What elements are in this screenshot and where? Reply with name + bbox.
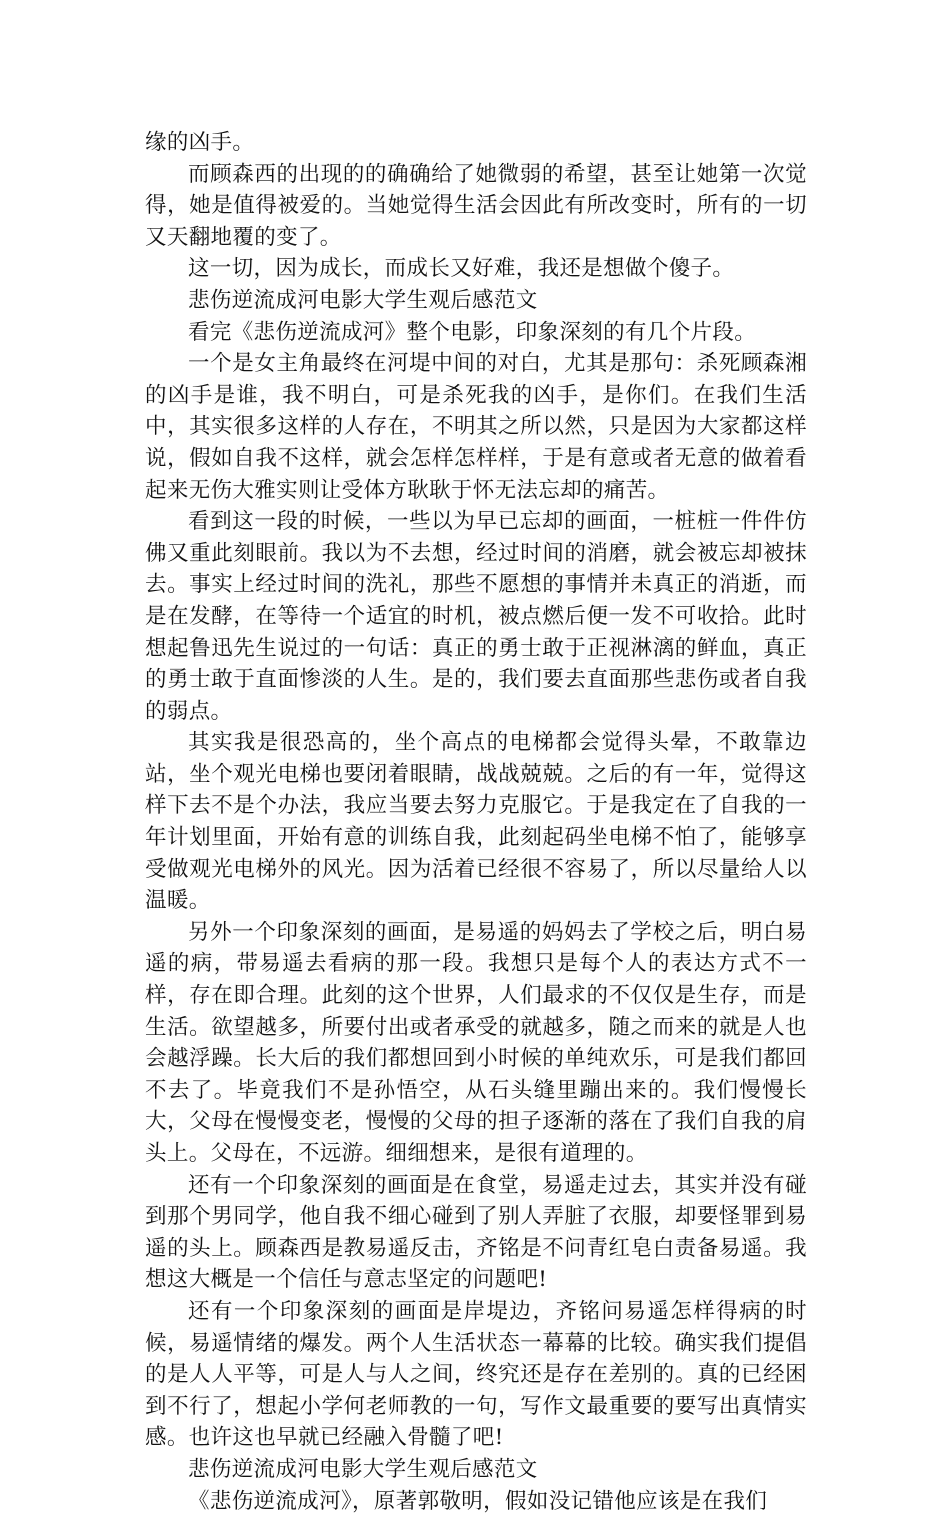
paragraph-11: 《悲伤逆流成河》，原著郭敬明，假如没记错他应该是在我们	[188, 1488, 768, 1514]
paragraph-10: 还有一个印象深刻的画面是岸堤边，齐铭问易遥怎样得病的时候，易遥情绪的爆发。两个人生活状态一幕幕的比较。确实我们提倡的是人人平等，可是人与人之间，终究还是存在差别的。真的已经困到不行了，想起小学何老师教的一句，写作文最重要的要写出真情实感。也许这也早就已经融入骨髓了吧!	[145, 1298, 807, 1451]
paragraph-5: 一个是女主角最终在河堤中间的对白，尤其是那句：杀死顾森湘的凶手是谁，我不明白，可是杀死我的凶手，是你们。在我们生活中，其实很多这样的人存在，不明其之所以然，只是因为大家都这样说，假如自我不这样，就会怎样怎样样，于是有意或者无意的做着看起来无伤大雅实则让受体方耿耿于怀无法忘却的痛苦。	[145, 351, 807, 503]
paragraph-8: 另外一个印象深刻的画面，是易遥的妈妈去了学校之后，明白易遥的病，带易遥去看病的那一段。我想只是每个人的表达方式不一样，存在即合理。此刻的这个世界，人们最求的不仅仅是生存，而是生活。欲望越多，所要付出或者承受的就越多，随之而来的就是人也会越浮躁。长大后的我们都想回到小时候的单纯欢乐，可是我们都回不去了。毕竟我们不是孙悟空，从石头缝里蹦出来的。我们慢慢长大，父母在慢慢变老，慢慢的父母的担子逐渐的落在了我们自我的肩头上。父母在，不远游。细细想来，是很有道理的。	[145, 919, 807, 1166]
document-page	[145, 127, 807, 1517]
paragraph-4: 看完《悲伤逆流成河》整个电影，印象深刻的有几个片段。	[188, 319, 757, 345]
paragraph-7: 其实我是很恐高的，坐个高点的电梯都会觉得头晕，不敢靠边站，坐个观光电梯也要闭着眼睛，战战兢兢。之后的有一年，觉得这样下去不是个办法，我应当要去努力克服它。于是我定在了自我的一年计划里面，开始有意的训练自我，此刻起码坐电梯不怕了，能够享受做观光电梯外的风光。因为活着已经很不容易了，所以尽量给人以温暖。	[145, 730, 807, 914]
paragraph-3: 这一切，因为成长，而成长又好难，我还是想做个傻子。	[188, 256, 735, 282]
paragraph-6: 看到这一段的时候，一些以为早已忘却的画面，一桩桩一件件仿佛又重此刻眼前。我以为不去想，经过时间的消磨，就会被忘却被抹去。事实上经过时间的洗礼，那些不愿想的事情并未真正的消逝，而是在发酵，在等待一个适宜的时机，被点燃后便一发不可收拾。此时想起鲁迅先生说过的一句话：真正的勇士敢于正视淋漓的鲜血，真正的勇士敢于直面惨淡的人生。是的，我们要去直面那些悲伤或者自我的弱点。	[145, 509, 807, 724]
paragraph-2: 而顾森西的出现的的确确给了她微弱的希望，甚至让她第一次觉得，她是值得被爱的。当她觉得生活会因此有所改变时，所有的一切又天翻地覆的变了。	[145, 161, 807, 250]
section-heading-2: 悲伤逆流成河电影大学生观后感范文	[188, 1456, 538, 1482]
paragraph-9: 还有一个印象深刻的画面是在食堂，易遥走过去，其实并没有碰到那个男同学，他自我不细心碰到了别人弄脏了衣服，却要怪罪到易遥的头上。顾森西是教易遥反击，齐铭是不问青红皂白责备易遥。我想这大概是一个信任与意志坚定的问题吧!	[145, 1172, 807, 1293]
section-heading-1: 悲伤逆流成河电影大学生观后感范文	[188, 287, 538, 313]
paragraph-1: 缘的凶手。	[145, 130, 255, 155]
